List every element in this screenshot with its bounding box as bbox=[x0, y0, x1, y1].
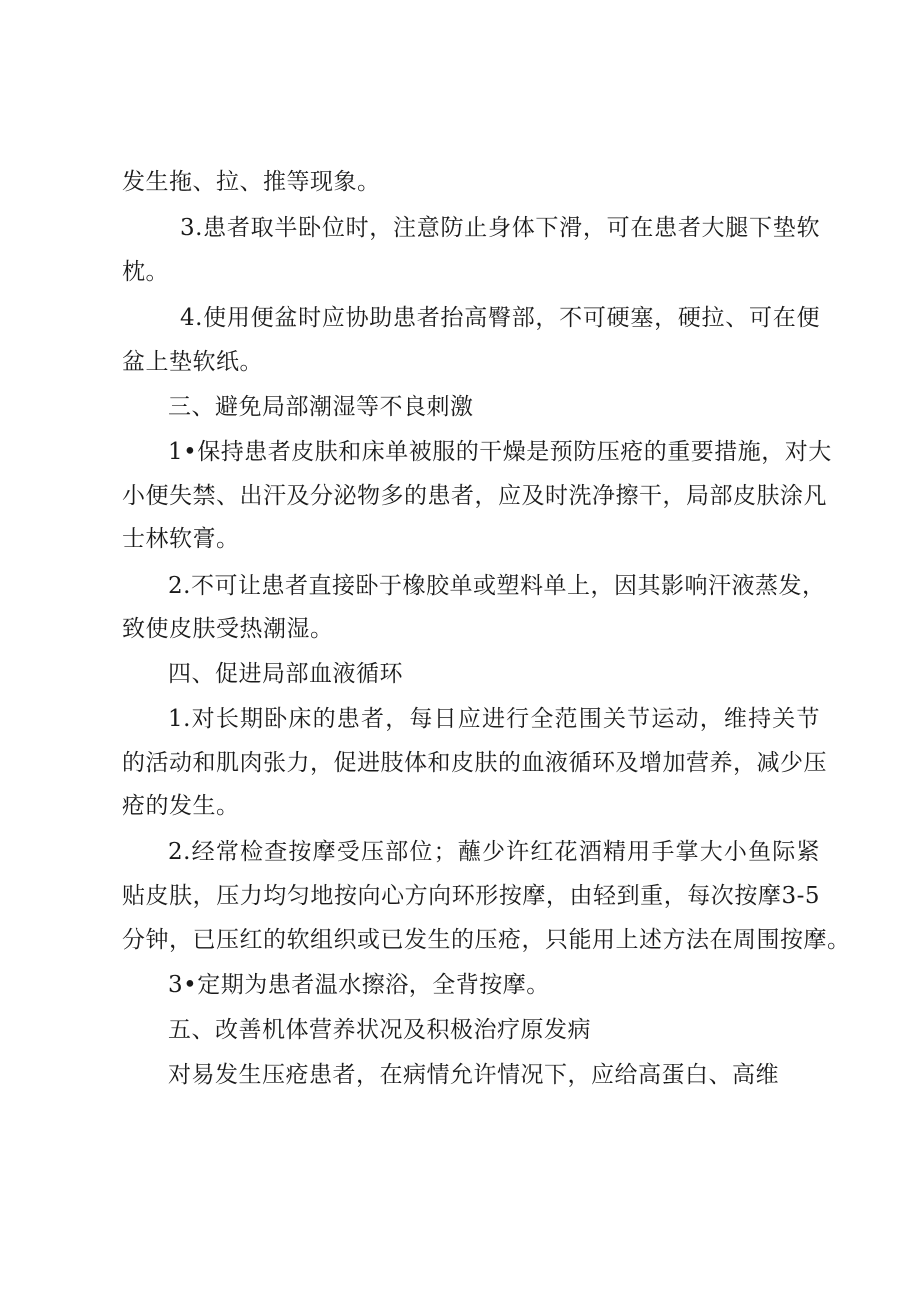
section-heading: 四、促进局部血液循环 bbox=[168, 661, 403, 687]
section-heading: 五、改善机体营养状况及积极治疗原发病 bbox=[168, 1017, 591, 1043]
paragraph-line: 发生拖、拉、推等现象。 bbox=[122, 169, 381, 195]
paragraph-line: 枕。 bbox=[122, 259, 169, 285]
paragraph-line: 对易发生压疮患者，在病情允许情况下，应给高蛋白、高维 bbox=[168, 1062, 779, 1088]
paragraph-line: 3.患者取半卧位时，注意防止身体下滑，可在患者大腿下垫软 bbox=[180, 215, 820, 241]
paragraph-line: 4.使用便盆时应协助患者抬高臀部，不可硬塞，硬拉、可在便 bbox=[180, 305, 820, 331]
paragraph-line: 贴皮肤，压力均匀地按向心方向环形按摩，由轻到重，每次按摩3-5 bbox=[122, 883, 820, 909]
paragraph-line: 的活动和肌肉张力，促进肢体和皮肤的血液循环及增加营养，减少压 bbox=[122, 750, 827, 776]
paragraph-line: 2.不可让患者直接卧于橡胶单或塑料单上，因其影响汗液蒸发， bbox=[168, 573, 826, 599]
section-heading: 三、避免局部潮湿等不良刺激 bbox=[168, 394, 474, 420]
paragraph-line: 1•保持患者皮肤和床单被服的干燥是预防压疮的重要措施，对大 bbox=[168, 439, 832, 465]
paragraph-line: 2.经常检查按摩受压部位；蘸少许红花酒精用手掌大小鱼际紧 bbox=[168, 839, 820, 865]
paragraph-line: 1.对长期卧床的患者，每日应进行全范围关节运动，维持关节 bbox=[168, 706, 820, 732]
paragraph-line: 3•定期为患者温水擦浴，全背按摩。 bbox=[168, 972, 550, 998]
paragraph-line: 小便失禁、出汗及分泌物多的患者，应及时洗净擦干，局部皮肤涂凡 bbox=[122, 483, 827, 509]
paragraph-line: 疮的发生。 bbox=[122, 793, 240, 819]
paragraph-line: 分钟，已压红的软组织或已发生的压疮，只能用上述方法在周围按摩。 bbox=[122, 927, 851, 953]
paragraph-line: 致使皮肤受热潮湿。 bbox=[122, 616, 334, 642]
paragraph-line: 盆上垫软纸。 bbox=[122, 349, 263, 375]
paragraph-line: 士林软膏。 bbox=[122, 526, 240, 552]
